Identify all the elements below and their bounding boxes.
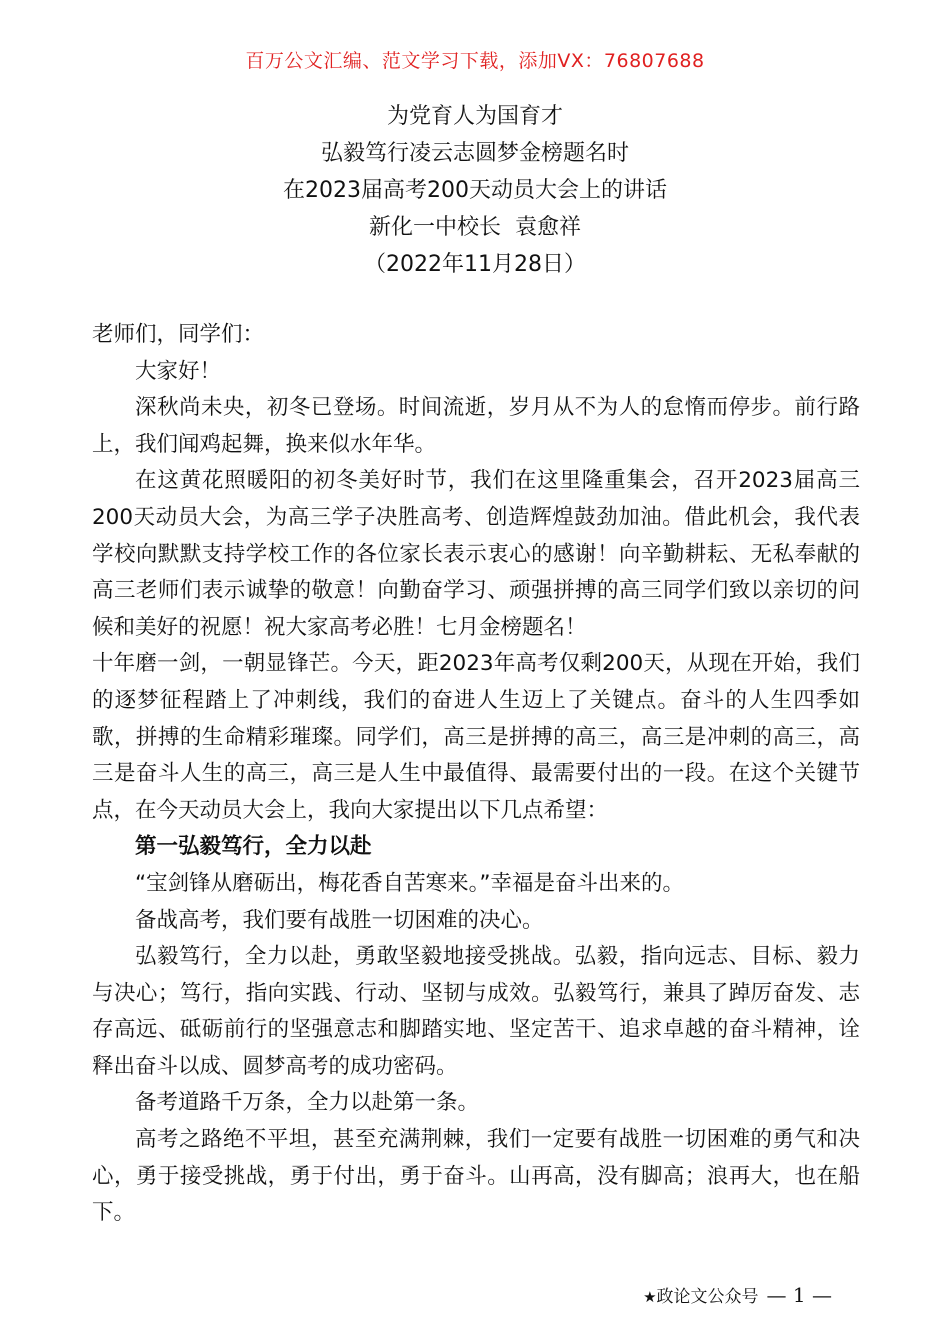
author-line: 新化一中校长 袁愈祥 bbox=[369, 215, 581, 240]
section-heading: 第一弘毅笃行，全力以赴 bbox=[135, 834, 372, 860]
title-line-3: 在2023届高考200天动员大会上的讲话 bbox=[283, 178, 667, 203]
paragraph: “宝剑锋从磨砺出，梅花香自苦寒来。”幸福是奋斗出来的。 bbox=[135, 870, 685, 896]
paragraph: 深秋尚未央，初冬已登场。时间流逝，岁月从不为人的怠惰而停步。前行路上，我们闻鸡起舞，换来似水年华。 bbox=[92, 395, 860, 457]
star-icon: ★ bbox=[643, 1288, 657, 1306]
page-number: — 1 — bbox=[766, 1282, 832, 1307]
title-line-2: 弘毅笃行凌云志圆梦金榜题名时 bbox=[320, 141, 629, 166]
greeting: 大家好！ bbox=[135, 358, 222, 384]
document-body bbox=[92, 317, 860, 1232]
paragraph: 备考道路千万条，全力以赴第一条。 bbox=[135, 1090, 480, 1116]
paragraph: 弘毅笃行，全力以赴，勇敢坚毅地接受挑战。弘毅，指向远志、目标、毅力与决心；笃行，指向实践、行动、坚韧与成效。弘毅笃行，兼具了踔厉奋发、志存高远、砥砺前行的坚强意志和脚踏实地、坚定苦干、追求卓越的奋斗精神，诠释出奋斗以成、圆梦高考的成功密码。 bbox=[92, 944, 860, 1079]
page-footer bbox=[643, 1282, 832, 1307]
date-line: （2022年11月28日） bbox=[364, 252, 586, 277]
footer-source bbox=[643, 1282, 758, 1307]
paragraph: 在这黄花照暖阳的初冬美好时节，我们在这里隆重集会，召开2023届高三200天动员大会，为高三学子决胜高考、创造辉煌鼓劲加油。借此机会，我代表学校向默默支持学校工作的各位家长表示衷心的感谢！向辛勤耕耘、无私奉献的高三老师们表示诚挚的敬意！向勤奋学习、顽强拼搏的高三同学们致以亲切的问候和美好的祝愿！祝大家高考必胜！七月金榜题名！ bbox=[92, 468, 860, 640]
paragraph: 高考之路绝不平坦，甚至充满荆棘，我们一定要有战胜一切困难的勇气和决心，勇于接受挑战，勇于付出，勇于奋斗。山再高，没有脚高；浪再大，也在船下。 bbox=[92, 1127, 860, 1226]
title-block bbox=[0, 98, 950, 283]
paragraph: 十年磨一剑，一朝显锋芒。今天，距2023年高考仅剩200天，从现在开始，我们的逐梦征程踏上了冲刺线，我们的奋进人生迈上了关键点。奋斗的人生四季如歌，拼搏的生命精彩璀璨。同学们，高三是拼搏的高三，高三是冲刺的高三，高三是奋斗人生的高三，高三是人生中最值得、最需要付出的一段。在这个关键节点，在今天动员大会上，我向大家提出以下几点希望： bbox=[92, 651, 860, 823]
salutation: 老师们，同学们： bbox=[92, 322, 265, 347]
watermark-text: 百万公文汇编、范文学习下载，添加VX：76807688 bbox=[245, 50, 705, 72]
footer-source-label: 政论文公众号 bbox=[656, 1287, 759, 1307]
paragraph: 备战高考，我们要有战胜一切困难的决心。 bbox=[135, 907, 544, 933]
title-line-1: 为党育人为国育才 bbox=[386, 104, 563, 129]
